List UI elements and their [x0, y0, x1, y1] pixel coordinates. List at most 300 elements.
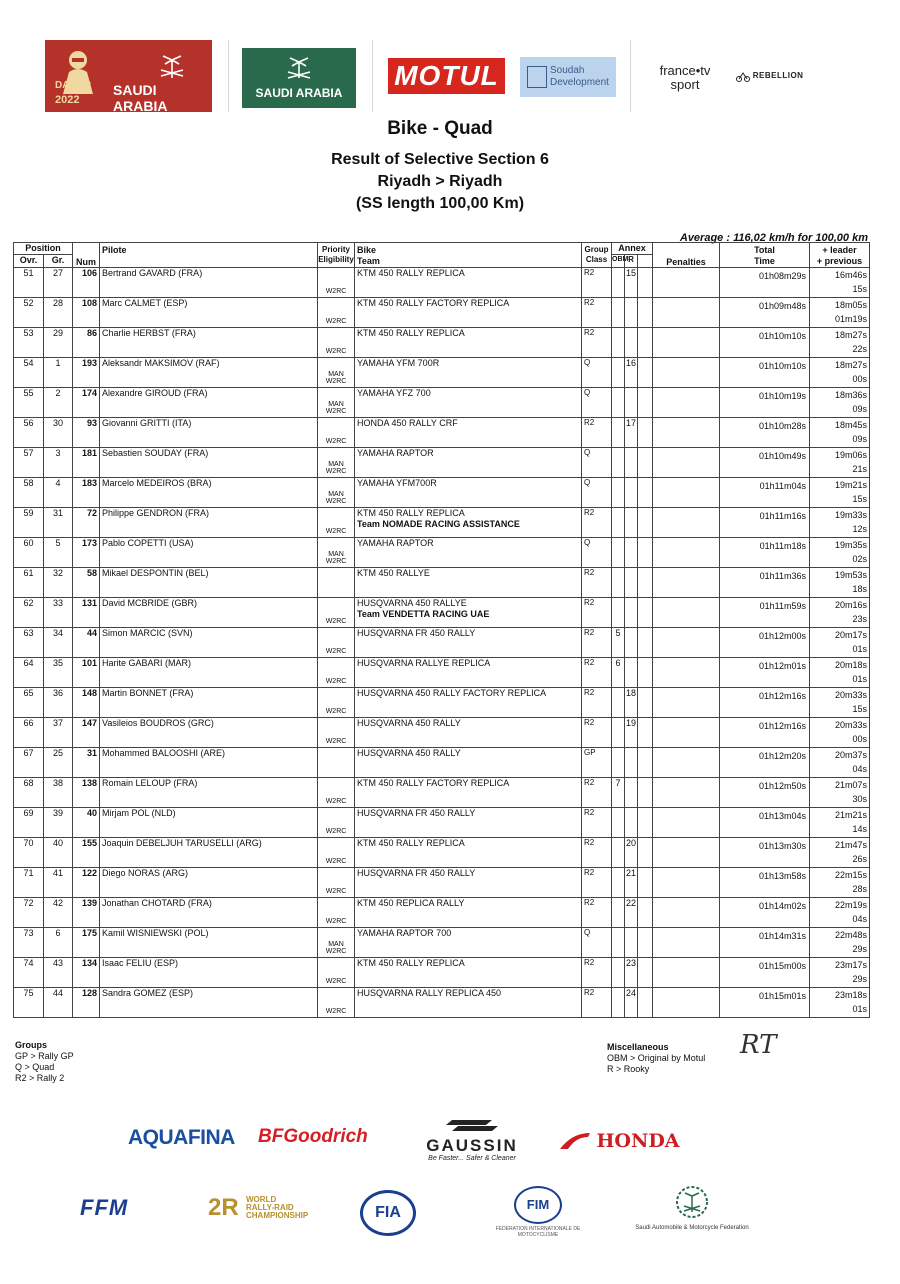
group-cell: R2 — [582, 898, 612, 928]
gaussin-mark-icon — [442, 1118, 502, 1132]
obm-cell — [612, 868, 625, 898]
penalties-cell — [653, 358, 720, 388]
bike-label: Bike — [357, 245, 377, 255]
results-table — [13, 242, 870, 1018]
class-label: Class — [585, 255, 608, 264]
eligibility-value: MAN W2RC — [325, 401, 347, 415]
logo-divider — [228, 40, 229, 112]
table-row — [14, 268, 870, 298]
total-time-cell: 01h12m16s — [720, 688, 810, 718]
obm-cell — [612, 928, 625, 958]
total-time-cell: 01h13m04s — [720, 808, 810, 838]
bike-value: HUSQVARNA FR 450 RALLY — [357, 868, 476, 878]
pilote-cell: Harite GABARI (MAR) — [100, 658, 318, 688]
eligibility-value: MAN W2RC — [325, 461, 347, 475]
bike-team-cell — [355, 268, 582, 298]
soudah-name: Soudah — [550, 65, 585, 76]
eligibility-cell — [318, 568, 355, 598]
fim-globe-icon: FIM — [514, 1186, 562, 1224]
bike-team-cell — [355, 538, 582, 568]
penalties-cell — [653, 928, 720, 958]
ovr-cell: 67 — [14, 748, 44, 778]
leader-gap-value: 20m18s — [834, 660, 868, 670]
penalties-cell — [653, 748, 720, 778]
honda-wing-icon — [558, 1131, 592, 1151]
gr-cell: 42 — [44, 898, 73, 928]
penalties-cell — [653, 868, 720, 898]
leader-gap-value: 18m27s — [834, 330, 868, 340]
misc-legend-obm: OBM > Original by Motul — [607, 1053, 706, 1063]
annex-blank-cell — [638, 928, 653, 958]
bike-team-cell — [355, 478, 582, 508]
annex-blank-cell — [638, 598, 653, 628]
r-cell — [625, 928, 638, 958]
bike-value: HUSQVARNA RALLY REPLICA 450 — [357, 988, 502, 998]
table-row — [14, 988, 870, 1018]
total-time-cell: 01h11m36s — [720, 568, 810, 598]
gr-cell: 4 — [44, 478, 73, 508]
ovr-cell: 73 — [14, 928, 44, 958]
annex-blank-cell — [638, 868, 653, 898]
w2rc-text — [246, 1196, 308, 1220]
eligibility-value: W2RC — [325, 738, 347, 745]
eligibility-value: W2RC — [325, 288, 347, 295]
previous-gap-value: 04s — [852, 764, 868, 774]
table-row — [14, 598, 870, 628]
team-value: Team NOMADE RACING ASSISTANCE — [357, 519, 520, 529]
bike-team-cell — [355, 568, 582, 598]
gap-cell — [810, 958, 870, 988]
table-row — [14, 778, 870, 808]
gap-cell — [810, 508, 870, 538]
eligibility-cell — [318, 328, 355, 358]
logo-divider — [630, 40, 631, 112]
table-row — [14, 388, 870, 418]
pilote-cell: Bertrand GAVARD (FRA) — [100, 268, 318, 298]
leader-gap-value: 20m16s — [834, 600, 868, 610]
table-row — [14, 718, 870, 748]
team-label: Team — [357, 256, 380, 266]
ovr-cell: 61 — [14, 568, 44, 598]
total-label: Total — [754, 245, 775, 255]
num-cell: 44 — [73, 628, 100, 658]
leader-gap-value: 18m36s — [834, 390, 868, 400]
pilote-cell: Philippe GENDRON (FRA) — [100, 508, 318, 538]
gap-cell — [810, 928, 870, 958]
table-row — [14, 748, 870, 778]
eligibility-cell — [318, 778, 355, 808]
bike-value: KTM 450 RALLY REPLICA — [357, 328, 465, 338]
previous-gap-value: 02s — [852, 554, 868, 564]
route-title: Riyadh > Riyadh — [377, 173, 503, 190]
obm-cell — [612, 358, 625, 388]
r-cell — [625, 598, 638, 628]
annex-blank-cell — [638, 568, 653, 598]
num-cell: 134 — [73, 958, 100, 988]
dakar-country-text: SAUDI ARABIA — [113, 82, 168, 114]
eligibility-cell — [318, 388, 355, 418]
leader-gap-value: 21m47s — [834, 840, 868, 850]
r-cell: 16 — [625, 358, 638, 388]
pilote-cell: Simon MARCIC (SVN) — [100, 628, 318, 658]
w2rc-line3: CHAMPIONSHIP — [246, 1211, 309, 1220]
bike-team-cell — [355, 658, 582, 688]
total-time-cell: 01h14m31s — [720, 928, 810, 958]
total-time-cell: 01h11m18s — [720, 538, 810, 568]
eligibility-value: W2RC — [325, 348, 347, 355]
table-row — [14, 538, 870, 568]
group-cell: R2 — [582, 268, 612, 298]
ovr-cell: 70 — [14, 838, 44, 868]
pilote-cell: Sandra GOMEZ (ESP) — [100, 988, 318, 1018]
pilote-cell: Joaquin DEBELJUH TARUSELLI (ARG) — [100, 838, 318, 868]
group-cell: R2 — [582, 628, 612, 658]
r-cell — [625, 328, 638, 358]
eligibility-cell — [318, 748, 355, 778]
palm-swords-icon — [284, 54, 314, 80]
team-value: Team VENDETTA RACING UAE — [357, 609, 490, 619]
group-cell: Q — [582, 358, 612, 388]
bike-team-cell — [355, 778, 582, 808]
r-cell: 21 — [625, 868, 638, 898]
saudi-arabia-logo — [242, 48, 356, 108]
num-cell: 183 — [73, 478, 100, 508]
gap-cell — [810, 628, 870, 658]
gap-cell — [810, 658, 870, 688]
gr-cell: 38 — [44, 778, 73, 808]
gap-cell — [810, 568, 870, 598]
previous-gap-value: 15s — [852, 704, 868, 714]
francetv-name: france•tv — [659, 63, 711, 78]
obm-cell — [612, 508, 625, 538]
group-cell: Q — [582, 388, 612, 418]
group-cell: Q — [582, 448, 612, 478]
obm-cell: 5 — [612, 628, 625, 658]
total-time-cell: 01h13m58s — [720, 868, 810, 898]
gap-cell — [810, 538, 870, 568]
eligibility-value: MAN W2RC — [325, 941, 347, 955]
bike-value: YAMAHA RAPTOR 700 — [357, 928, 452, 938]
annex-header: Annex — [612, 243, 653, 255]
honda-logo — [558, 1130, 680, 1152]
samf-caption: Saudi Automobile & Motorcycle Federation — [635, 1225, 749, 1231]
annex-blank-header — [638, 254, 653, 267]
ovr-cell: 53 — [14, 328, 44, 358]
bike-value: YAMAHA YFM700R — [357, 478, 437, 488]
eligibility-cell — [318, 448, 355, 478]
misc-legend — [607, 1042, 705, 1075]
bike-team-cell — [355, 988, 582, 1018]
total-time-cell: 01h13m30s — [720, 838, 810, 868]
francetv-sport-logo — [640, 64, 730, 92]
section-title: Result of Selective Section 6 — [331, 151, 549, 168]
group-cell: R2 — [582, 718, 612, 748]
previous-gap-value: 09s — [852, 434, 868, 444]
group-cell: R2 — [582, 808, 612, 838]
rebellion-text: REBELLION — [752, 71, 804, 81]
gap-cell — [810, 298, 870, 328]
table-row — [14, 928, 870, 958]
penalties-cell — [653, 958, 720, 988]
eligibility-cell — [318, 538, 355, 568]
num-cell: 139 — [73, 898, 100, 928]
bike-value: HUSQVARNA 450 RALLYE — [357, 598, 467, 608]
dakar-brand-text: DAKAR — [55, 80, 92, 91]
total-time-cell: 01h09m48s — [720, 298, 810, 328]
eligibility-cell — [318, 658, 355, 688]
table-row — [14, 298, 870, 328]
bike-team-cell — [355, 898, 582, 928]
previous-gap-value: 00s — [852, 734, 868, 744]
ovr-cell: 57 — [14, 448, 44, 478]
total-time-cell: 01h12m50s — [720, 778, 810, 808]
eligibility-value: W2RC — [325, 858, 347, 865]
palm-swords-icon — [157, 50, 187, 80]
penalties-cell — [653, 448, 720, 478]
penalties-header: Penalties — [653, 243, 720, 268]
dakar-saudi-arabia-logo — [45, 40, 212, 112]
penalties-cell — [653, 538, 720, 568]
eligibility-cell — [318, 418, 355, 448]
eligibility-value: W2RC — [325, 678, 347, 685]
total-time-cell: 01h12m00s — [720, 628, 810, 658]
penalties-cell — [653, 328, 720, 358]
bike-value: HUSQVARNA FR 450 RALLY — [357, 808, 476, 818]
fim-caption: FEDERATION INTERNATIONALE DE MOTOCYCLISME — [495, 1226, 581, 1238]
pilote-cell: Martin BONNET (FRA) — [100, 688, 318, 718]
samf-emblem-icon — [674, 1184, 710, 1220]
gap-cell — [810, 478, 870, 508]
obm-cell — [612, 568, 625, 598]
gap-cell — [810, 598, 870, 628]
previous-gap-value: 29s — [852, 974, 868, 984]
pilote-cell: Pablo COPETTI (USA) — [100, 538, 318, 568]
groups-legend — [15, 1040, 74, 1084]
gap-cell — [810, 988, 870, 1018]
r-cell: 20 — [625, 838, 638, 868]
gr-cell: 5 — [44, 538, 73, 568]
eligibility-value: MAN W2RC — [325, 491, 347, 505]
total-time-cell: 01h08m29s — [720, 268, 810, 298]
eligibility-cell — [318, 868, 355, 898]
leader-gap-value: 23m17s — [834, 960, 868, 970]
bike-team-cell — [355, 448, 582, 478]
num-cell: 181 — [73, 448, 100, 478]
gr-cell: 39 — [44, 808, 73, 838]
num-cell: 58 — [73, 568, 100, 598]
misc-legend-r: R > Rooky — [607, 1064, 650, 1074]
gap-cell — [810, 418, 870, 448]
samf-logo — [612, 1184, 772, 1232]
eligibility-value: W2RC — [325, 828, 347, 835]
ovr-cell: 51 — [14, 268, 44, 298]
previous-gap-value: 12s — [852, 524, 868, 534]
total-time-cell: 01h10m10s — [720, 358, 810, 388]
results-body — [14, 268, 870, 1018]
bike-team-cell — [355, 718, 582, 748]
penalties-cell — [653, 418, 720, 448]
signature: RT — [740, 1030, 777, 1060]
ovr-cell: 52 — [14, 298, 44, 328]
table-row — [14, 628, 870, 658]
eligibility-value: W2RC — [325, 648, 347, 655]
table-row — [14, 448, 870, 478]
bike-value: HONDA 450 RALLY CRF — [357, 418, 458, 428]
gap-cell — [810, 808, 870, 838]
gr-cell: 1 — [44, 358, 73, 388]
pilote-cell: Sebastien SOUDAY (FRA) — [100, 448, 318, 478]
annex-blank-cell — [638, 478, 653, 508]
gap-cell — [810, 268, 870, 298]
ovr-cell: 75 — [14, 988, 44, 1018]
bike-value: KTM 450 REPLICA RALLY — [357, 898, 465, 908]
previous-gap-value: 04s — [852, 914, 868, 924]
average-speed: Average : 116,02 km/h for 100,00 km — [679, 232, 868, 244]
gr-cell: 37 — [44, 718, 73, 748]
gap-cell — [810, 868, 870, 898]
eligibility-cell — [318, 808, 355, 838]
leader-gap-value: 22m48s — [834, 930, 868, 940]
pilote-cell: Giovanni GRITTI (ITA) — [100, 418, 318, 448]
ovr-cell: 54 — [14, 358, 44, 388]
group-cell: Q — [582, 928, 612, 958]
ovr-cell: 71 — [14, 868, 44, 898]
pilote-cell: Isaac FELIU (ESP) — [100, 958, 318, 988]
bike-value: YAMAHA YFZ 700 — [357, 388, 431, 398]
annex-blank-cell — [638, 508, 653, 538]
gap-cell — [810, 388, 870, 418]
annex-blank-cell — [638, 658, 653, 688]
ovr-cell: 64 — [14, 658, 44, 688]
ovr-cell: 72 — [14, 898, 44, 928]
pilote-cell: Charlie HERBST (FRA) — [100, 328, 318, 358]
leader-gap-value: 16m46s — [834, 270, 868, 280]
bike-team-cell — [355, 958, 582, 988]
group-cell: R2 — [582, 838, 612, 868]
group-cell: R2 — [582, 688, 612, 718]
obm-cell — [612, 688, 625, 718]
eligibility-value: W2RC — [325, 708, 347, 715]
soudah-development-logo — [520, 57, 616, 97]
group-cell: R2 — [582, 658, 612, 688]
francetv-sport: sport — [670, 77, 700, 92]
num-cell: 173 — [73, 538, 100, 568]
pilote-cell: Aleksandr MAKSIMOV (RAF) — [100, 358, 318, 388]
bike-team-cell — [355, 358, 582, 388]
penalties-cell — [653, 388, 720, 418]
eligibility-value: W2RC — [325, 1008, 347, 1015]
annex-blank-cell — [638, 988, 653, 1018]
ovr-cell: 63 — [14, 628, 44, 658]
ovr-cell: 68 — [14, 778, 44, 808]
groups-legend-q: Q > Quad — [15, 1062, 55, 1072]
penalties-cell — [653, 568, 720, 598]
table-row — [14, 898, 870, 928]
fia-logo: FIA — [360, 1190, 416, 1236]
penalties-cell — [653, 658, 720, 688]
table-row — [14, 838, 870, 868]
eligibility-value: W2RC — [325, 438, 347, 445]
obm-cell — [612, 838, 625, 868]
group-cell: R2 — [582, 868, 612, 898]
bike-value: HUSQVARNA 450 RALLY FACTORY REPLICA — [357, 688, 547, 698]
annex-blank-cell — [638, 628, 653, 658]
bike-value: KTM 450 RALLY FACTORY REPLICA — [357, 298, 510, 308]
leader-gap-value: 20m33s — [834, 720, 868, 730]
num-cell: 148 — [73, 688, 100, 718]
gr-cell: 29 — [44, 328, 73, 358]
eligibility-value: W2RC — [325, 618, 347, 625]
previous-gap-value: 21s — [852, 464, 868, 474]
r-header: R — [625, 254, 638, 267]
table-row — [14, 808, 870, 838]
leader-gap-value: 22m15s — [834, 870, 868, 880]
aquafina-logo: AQUAFINA — [128, 1126, 235, 1149]
num-cell: 72 — [73, 508, 100, 538]
table-row — [14, 868, 870, 898]
bike-value: KTM 450 RALLY FACTORY REPLICA — [357, 778, 510, 788]
num-cell: 40 — [73, 808, 100, 838]
obm-cell: 7 — [612, 778, 625, 808]
leader-gap-value: 18m05s — [834, 300, 868, 310]
obm-cell — [612, 268, 625, 298]
group-cell: R2 — [582, 988, 612, 1018]
bike-team-cell — [355, 628, 582, 658]
groups-legend-gp: GP > Rally GP — [15, 1051, 74, 1061]
ffm-logo: FFM — [80, 1195, 129, 1220]
group-cell: R2 — [582, 598, 612, 628]
gap-cell — [810, 718, 870, 748]
logo-divider — [372, 40, 373, 112]
position-header: Position — [14, 243, 73, 255]
eligibility-value: W2RC — [325, 528, 347, 535]
total-time-cell: 01h10m49s — [720, 448, 810, 478]
ovr-cell: 58 — [14, 478, 44, 508]
num-cell: 128 — [73, 988, 100, 1018]
leader-gap-value: 21m07s — [834, 780, 868, 790]
leader-gap-value: 19m33s — [834, 510, 868, 520]
total-time-cell: 01h12m01s — [720, 658, 810, 688]
bike-value: KTM 450 RALLY REPLICA — [357, 508, 465, 518]
rebellion-rider-icon — [736, 70, 750, 82]
eligibility-value: W2RC — [325, 978, 347, 985]
penalties-cell — [653, 298, 720, 328]
penalties-cell — [653, 808, 720, 838]
pilote-cell: David MCBRIDE (GBR) — [100, 598, 318, 628]
ovr-cell: 65 — [14, 688, 44, 718]
num-cell: 155 — [73, 838, 100, 868]
obm-cell — [612, 808, 625, 838]
table-row — [14, 568, 870, 598]
num-cell: 93 — [73, 418, 100, 448]
pilote-cell: Marcelo MEDEIROS (BRA) — [100, 478, 318, 508]
table-row — [14, 478, 870, 508]
ovr-cell: 56 — [14, 418, 44, 448]
r-cell — [625, 808, 638, 838]
obm-header: OBM — [612, 254, 625, 267]
total-time-cell: 01h11m59s — [720, 598, 810, 628]
obm-cell — [612, 958, 625, 988]
penalties-cell — [653, 688, 720, 718]
gap-cell — [810, 448, 870, 478]
num-cell: 138 — [73, 778, 100, 808]
pilote-cell: Alexandre GIROUD (FRA) — [100, 388, 318, 418]
table-row — [14, 358, 870, 388]
priority-label: Priority — [321, 245, 350, 254]
num-cell: 86 — [73, 328, 100, 358]
gr-cell: 33 — [44, 598, 73, 628]
num-cell: 31 — [73, 748, 100, 778]
